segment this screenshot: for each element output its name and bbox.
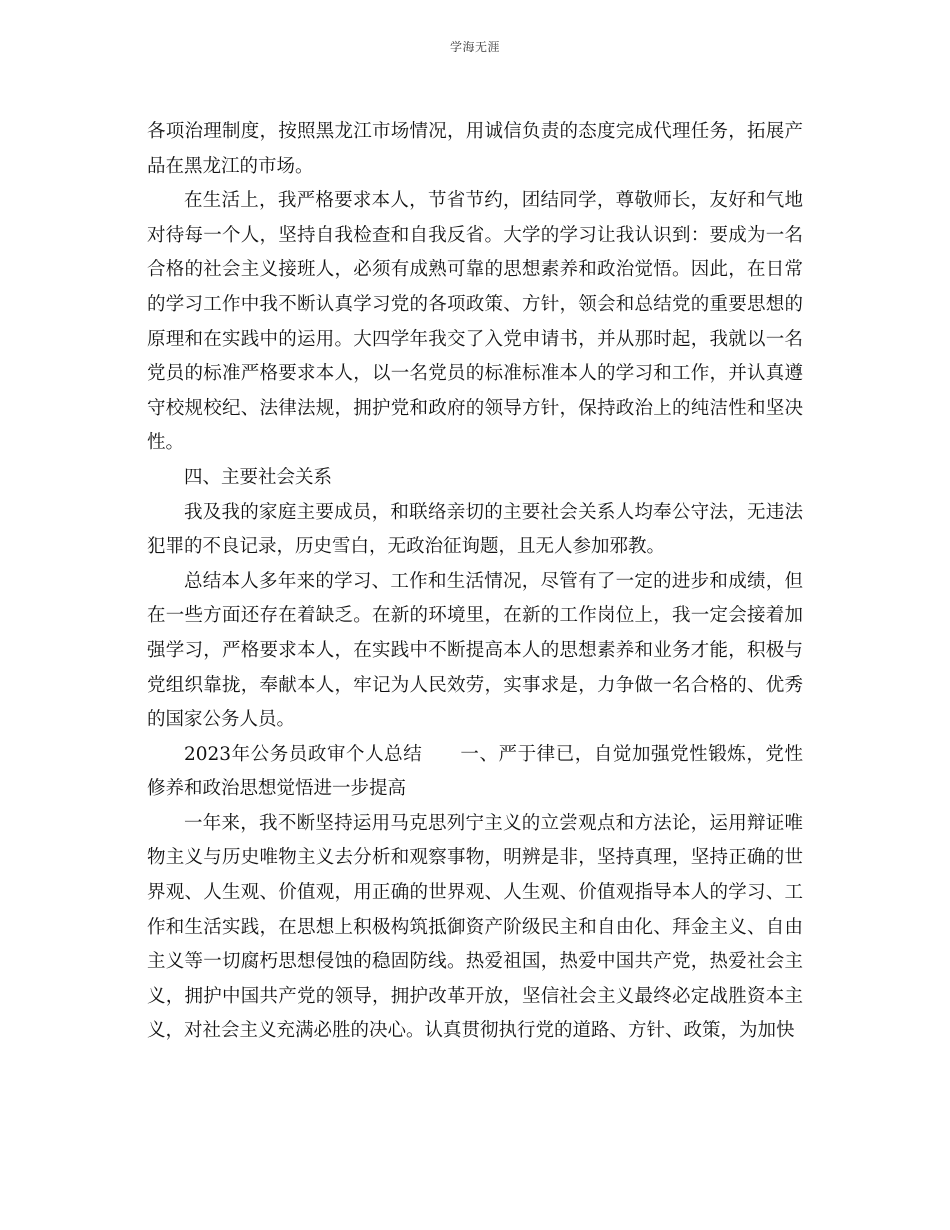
paragraph-continuation: 各项治理制度，按照黑龙江市场情况，用诚信负责的态度完成代理任务，拓展产品在黑龙江的市场。 — [147, 121, 803, 177]
section-heading-social-relations: 四、主要社会关系 — [184, 466, 333, 488]
paragraph-family: 我及我的家庭主要成员，和联络亲切的主要社会关系人均奉公守法，无违法犯罪的不良记录，历史雪白，无政治征询题，且无人参加邪教。 — [147, 501, 803, 558]
paragraph-new-title: 2023年公务员政审个人总结 一、严于律已，自觉加强党性锻炼，党性修养和政治思想觉悟进一步提高 — [147, 743, 803, 800]
paragraph-summary: 总结本人多年来的学习、工作和生活情况，尽管有了一定的进步和成绩，但在一些方面还存在着缺乏。在新的环境里，在新的工作岗位上，我一定会接着加强学习，严格要求本人，在实践中不断提高本人的思想素养和业务才能，积极与党组织靠拢，奉献本人，牢记为人民效劳，实事求是，力争做一名合格的、优秀的国家公务人员。 — [147, 570, 803, 731]
paragraph-year-review: 一年来，我不断坚持运用马克思列宁主义的立尝观点和方法论，运用辩证唯物主义与历史唯物主义去分析和观察事物，明辨是非，坚持真理，坚持正确的世界观、人生观、价值观，用正确的世界观、人生观、价值观指导本人的学习、工作和生活实践，在思想上积极构筑抵御资产阶级民主和自由化、拜金主义、自由主义等一切腐朽思想侵蚀的稳固防线。热爱祖国，热爱中国共产党，热爱社会主义，拥护中国共产党的领导，拥护改革开放，坚信社会主义最终必定战胜资本主义，对社会主义充满必胜的决心。认真贯彻执行党的道路、方针、政策，为加快 — [147, 812, 803, 1042]
paragraph-life: 在生活上，我严格要求本人，节省节约，团结同学，尊敬师长，友好和气地对待每一个人，坚持自我检查和自我反省。大学的学习让我认识到：要成为一名合格的社会主义接班人，必须有成熟可靠的思想素养和政治觉悟。因此，在日常的学习工作中我不断认真学习党的各项政策、方针，领会和总结党的重要思想的原理和在实践中的运用。大四学年我交了入党申请书，并从那时起，我就以一名党员的标准严格要求本人，以一名党员的标准标准本人的学习和工作，并认真遵守校规校纪、法律法规，拥护党和政府的领导方针，保持政治上的纯洁性和坚决性。 — [147, 190, 803, 454]
document-body — [147, 115, 803, 1049]
page-header: 学海无涯 — [449, 40, 500, 54]
